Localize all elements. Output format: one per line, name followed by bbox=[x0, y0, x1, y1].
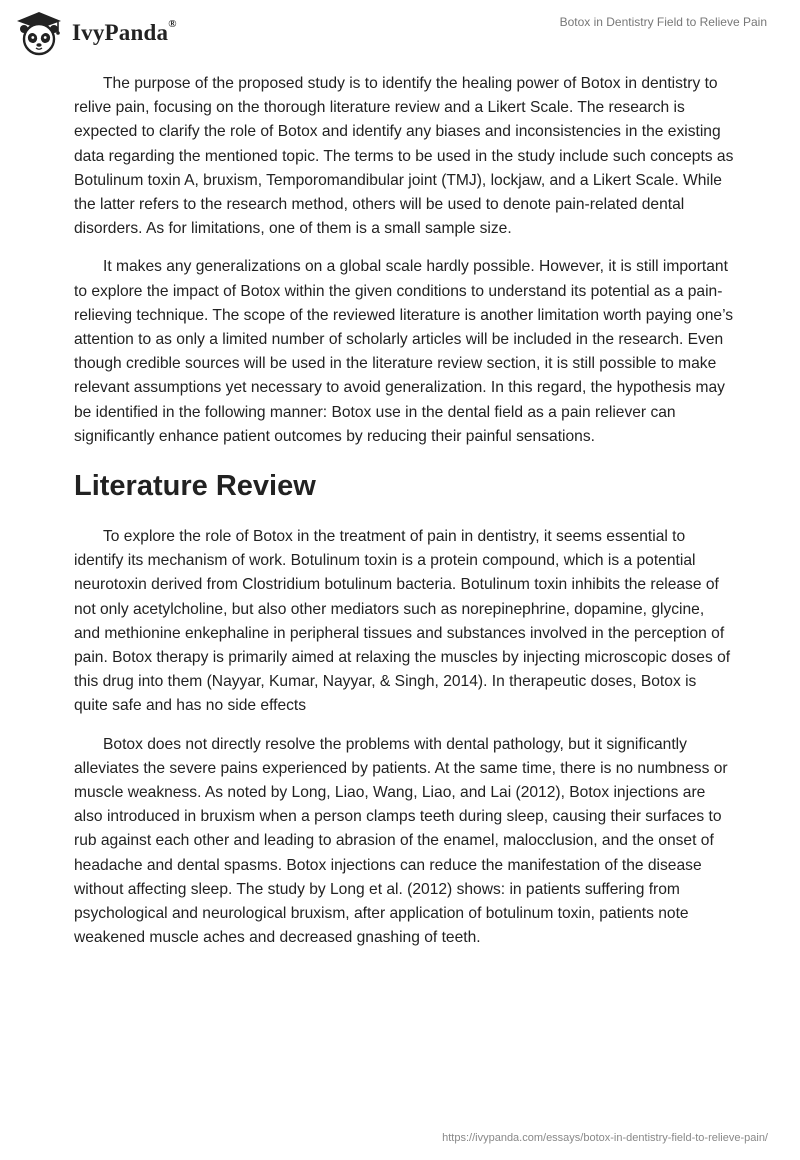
paragraph: To explore the role of Botox in the treatment of pain in dentistry, it seems essential to identify its mechanism of work. Botulinum toxin is a protein compound, which is a potential neurotoxin derived from Clostridium botulinum bacteria. Botulinum toxin inhibits the release of not only acetylcholine, but also other mediators such as norepinephrine, dopamine, glycine, and methionine enkephaline in peripheral tissues and substances involved in the perception of pain. Botox therapy is primarily aimed at relaxing the muscles by injecting microscopic doses of this drug into them (Nayyar, Kumar, Nayyar, & Singh, 2014). In therapeutic doses, Botox is quite safe and has no side effects bbox=[74, 528, 731, 715]
essay-content bbox=[74, 72, 734, 965]
logo-wordmark: IvyPanda® bbox=[72, 18, 177, 45]
panda-graduate-icon bbox=[14, 10, 64, 56]
paragraph: Botox does not directly resolve the problems with dental pathology, but it significantly alleviates the severe pains experienced by patients. At the same time, there is no numbness or muscle weakness. As noted by Long, Liao, Wang, Liao, and Lai (2012), Botox injections are also introduced in bruxism when a person clamps teeth during sleep, causing their surfaces to rub against each other and leading to abrasion of the enamel, malocclusion, and the onset of headache and dental spasms. Botox injections can reduce the manifestation of the disease without affecting sleep. The study by Long et al. (2012) shows: in patients suffering from psychological and neurological bruxism, after application of botulinum toxin, patients note weakened muscle aches and decreased gnashing of teeth. bbox=[74, 735, 728, 947]
page-header bbox=[0, 0, 800, 64]
logo[interactable] bbox=[14, 10, 177, 56]
document-title: Botox in Dentistry Field to Relieve Pain bbox=[559, 15, 767, 29]
section-heading: Literature Review bbox=[74, 470, 316, 503]
source-url[interactable]: https://ivypanda.com/essays/botox-in-dentistry-field-to-relieve-pain/ bbox=[442, 1132, 768, 1144]
paragraph: It makes any generalizations on a global scale hardly possible. However, it is still important to explore the impact of Botox within the given conditions to understand its potential as a pain-relieving technique. The scope of the reviewed literature is another limitation worth paying one’s attention to as only a limited number of scholarly articles will be included in the research. Even though credible sources will be used in the literature review section, it is still possible to make relevant assumptions yet necessary to avoid generalization. In this regard, the hypothesis may be identified in the following manner: Botox use in the dental field as a pain reliever can significantly enhance patient outcomes by reducing their painful sensations. bbox=[74, 258, 734, 445]
paragraph: The purpose of the proposed study is to identify the healing power of Botox in dentistry to relive pain, focusing on the thorough literature review and a Likert Scale. The research is expected to clarify the role of Botox and identify any biases and inconsistencies in the existing data regarding the mentioned topic. The terms to be used in the study include such concepts as Botulinum toxin A, bruxism, Temporomandibular joint (TMJ), lockjaw, and a Likert Scale. While the latter refers to the research method, others will be used to denote pain-related dental disorders. As for limitations, one of them is a small sample size. bbox=[74, 75, 734, 238]
